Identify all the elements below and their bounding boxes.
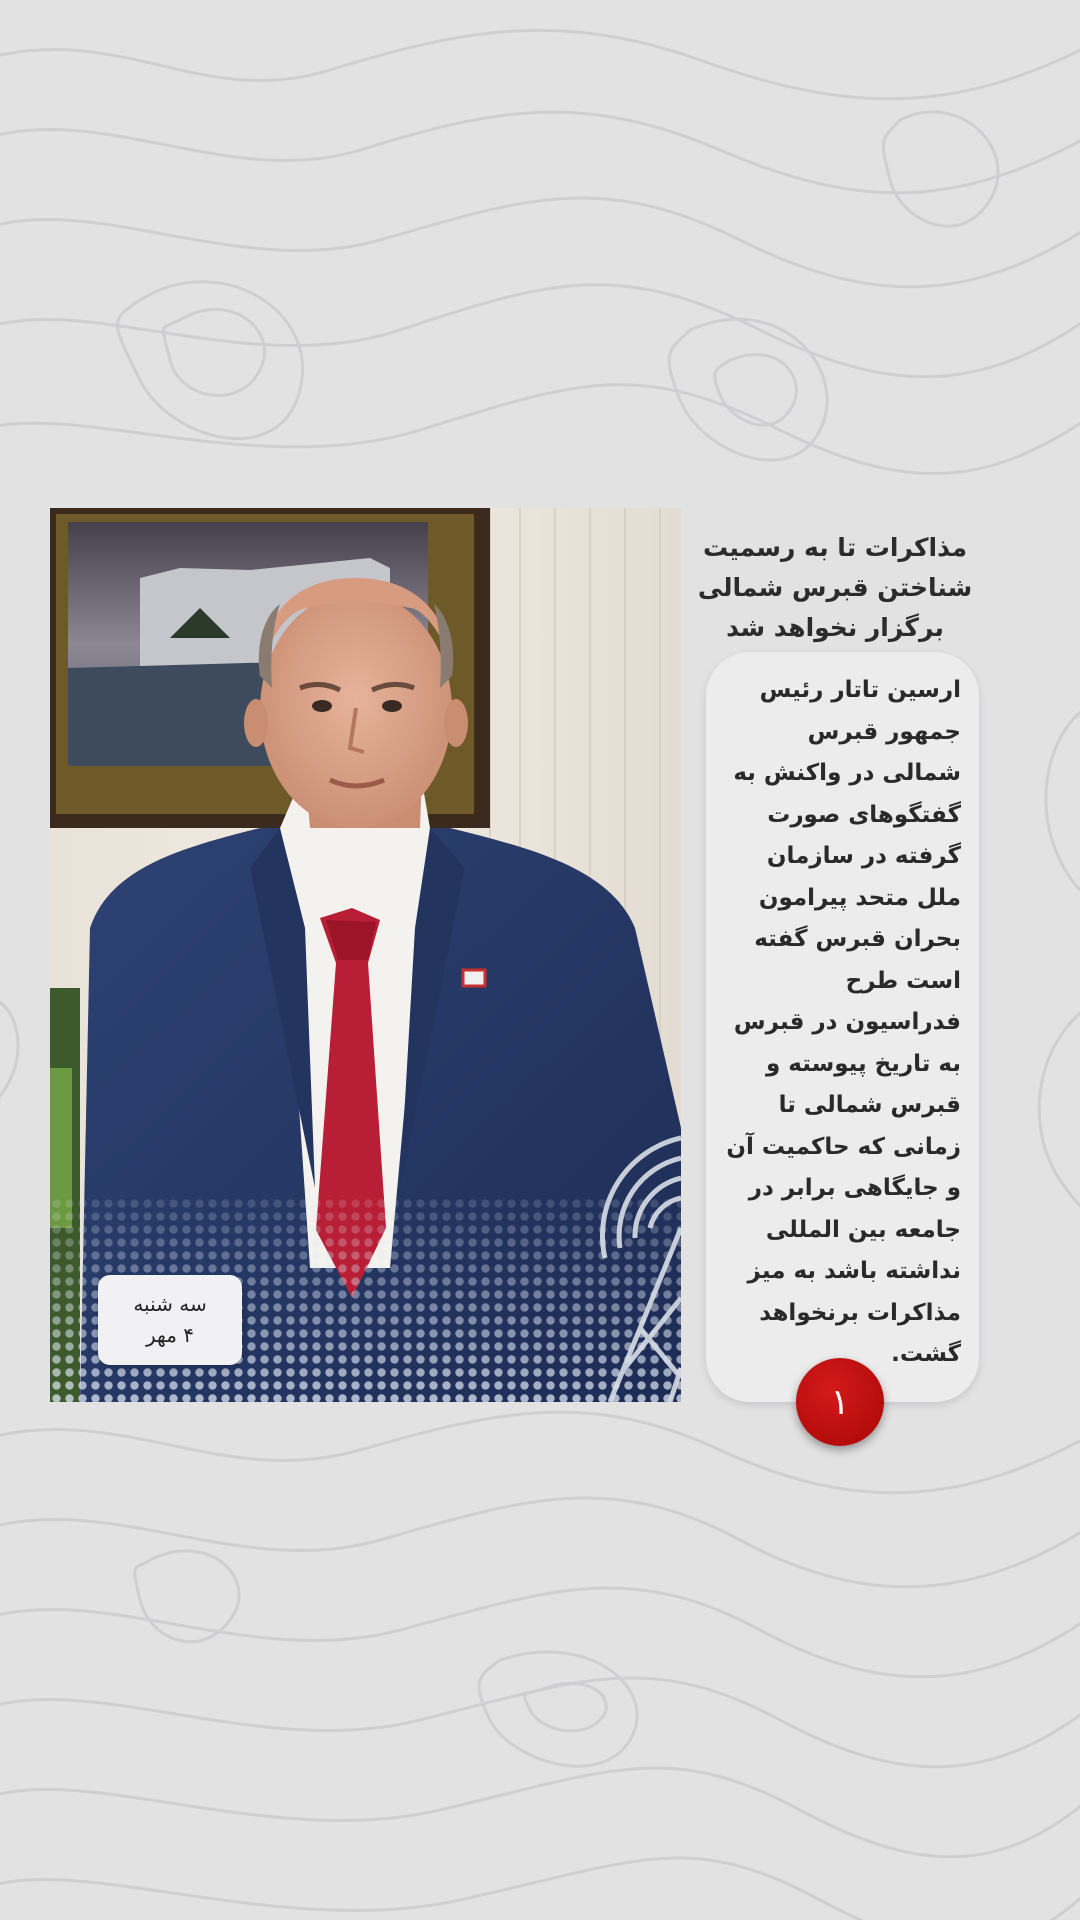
date-weekday: سه شنبه (133, 1292, 207, 1316)
date-badge (98, 1275, 242, 1365)
headline: مذاکرات تا به رسمیت شناختن قبرس شمالی برگزار نخواهد شد (697, 533, 973, 642)
body-card (706, 652, 979, 1402)
body-text: ارسین تاتار رئیس جمهور قبرس شمالی در واکنش به گفتگوهای صورت گرفته در سازمان ملل متحد پیرامون بحران قبرس گفته است طرح فدراسیون در قبرس به تاریخ پیوسته و قبرس شمالی تا زمانی که حاکمیت آن و جایگاهی برابر در جامعه بین المللی نداشته باشد به میز مذاکرات برنخواهد گشت. (726, 677, 961, 1367)
page-number-badge: ۱ (796, 1358, 884, 1446)
news-photo (50, 508, 681, 1402)
date-day-month: ۴ مهر (145, 1323, 195, 1347)
